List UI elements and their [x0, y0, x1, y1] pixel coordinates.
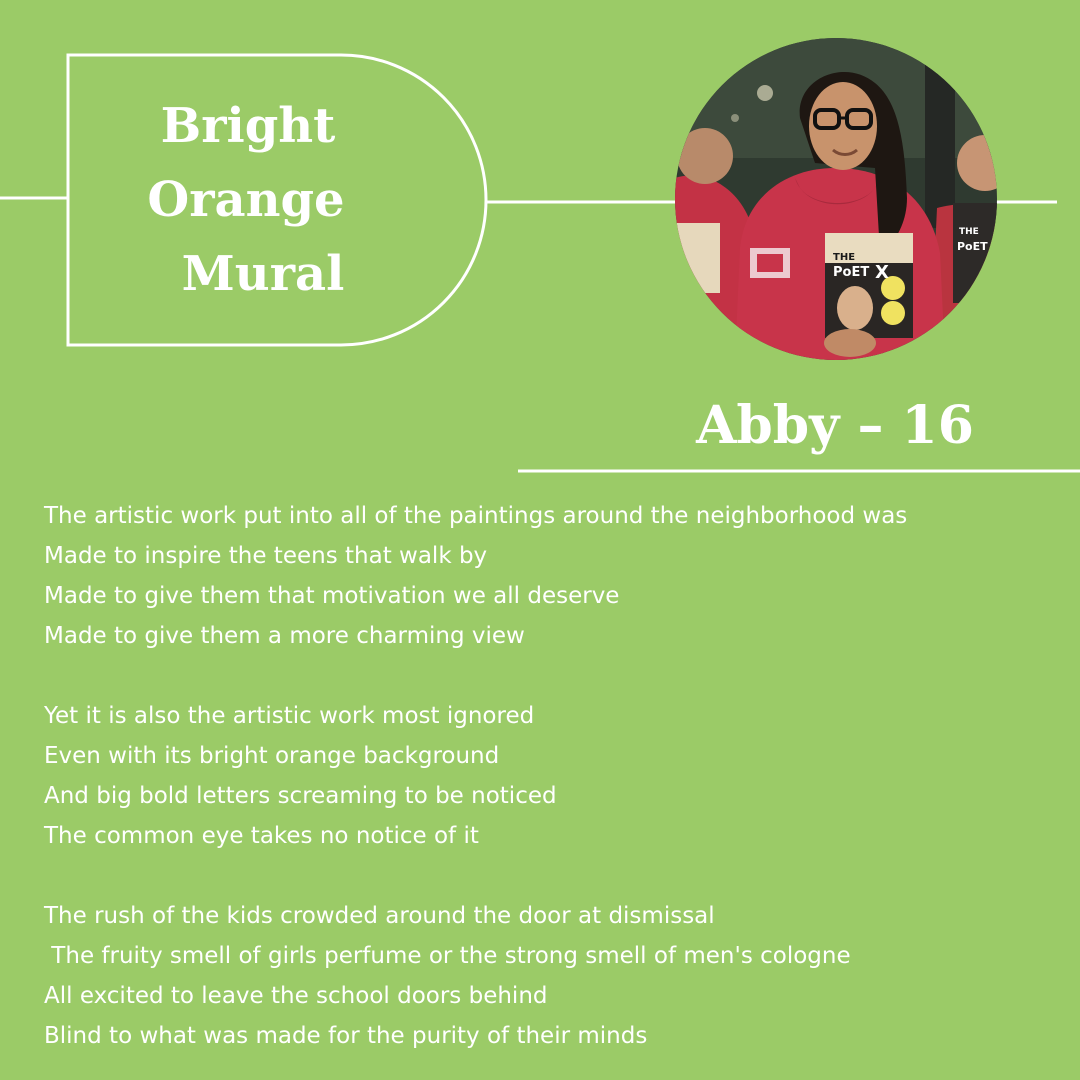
poem-line: And big bold letters screaming to be noticed [44, 783, 557, 809]
book-label-1: THE [833, 252, 856, 263]
poem-line: Even with its bright orange background [44, 743, 500, 769]
poem-line: Yet it is also the artistic work most ignored [44, 703, 535, 729]
author-photo [675, 38, 997, 360]
book-label-2: PoET [833, 265, 870, 280]
poem-body [44, 496, 1044, 1056]
title-line-1: Bright [160, 98, 336, 154]
poem-line: Made to inspire the teens that walk by [44, 543, 488, 569]
title-line-3: Mural [181, 246, 345, 302]
title-block [68, 55, 448, 345]
poem-line: All excited to leave the school doors behind [44, 983, 548, 1009]
author-name: Abby – 16 [696, 395, 974, 456]
title-line-2: Orange [147, 172, 345, 228]
poem-line: Blind to what was made for the purity of their minds [44, 1023, 648, 1049]
poem-line: Made to give them a more charming view [44, 623, 525, 649]
book-label-3: X [875, 262, 889, 283]
book-label-5: PoET [957, 240, 988, 253]
poem-line: Made to give them that motivation we all deserve [44, 583, 620, 609]
stanza-break [44, 856, 1044, 896]
book-label-4: THE [959, 227, 979, 237]
poem-line: The common eye takes no notice of it [44, 823, 479, 849]
stanza-break [44, 656, 1044, 696]
poem-line: The rush of the kids crowded around the door at dismissal [44, 903, 715, 929]
poem-line: The fruity smell of girls perfume or the strong smell of men's cologne [44, 943, 851, 969]
poem-line: The artistic work put into all of the paintings around the neighborhood was [44, 503, 908, 529]
